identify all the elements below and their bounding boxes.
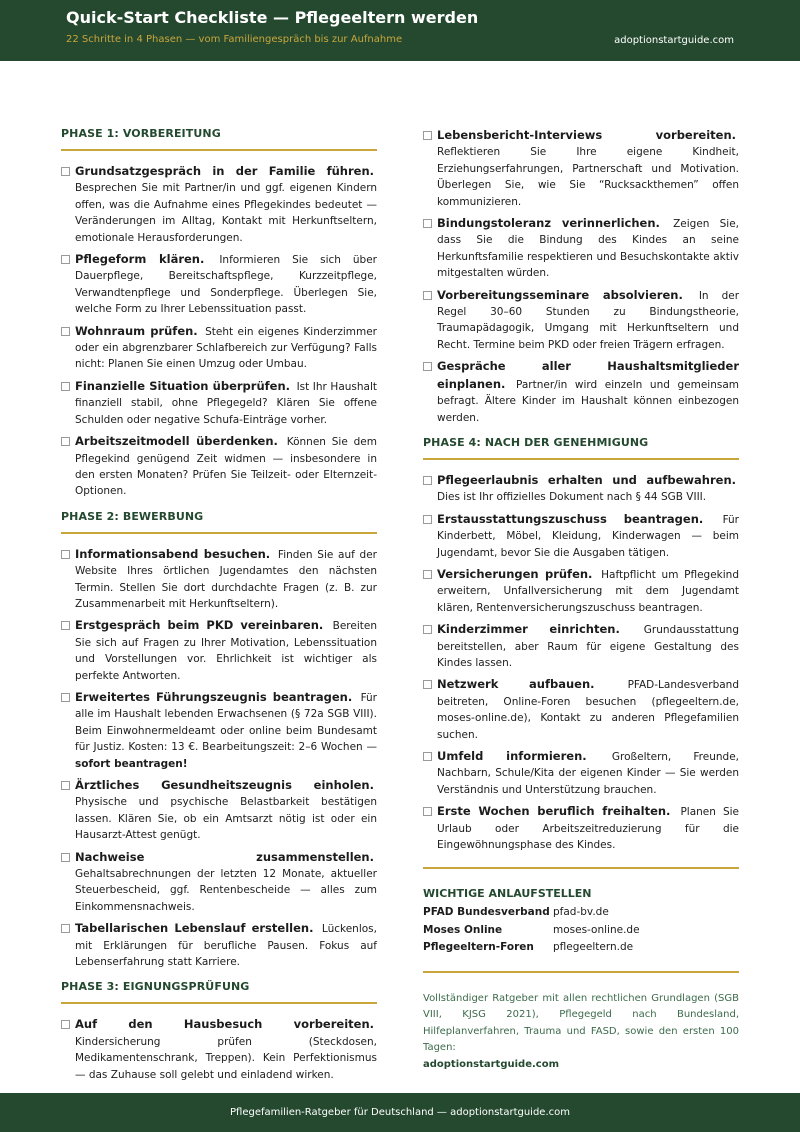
item-text: Partner/in wird einzeln und gemeinsam befragt. Ältere Kinder im Haushalt können einbezogen werden. — [437, 378, 739, 424]
checklist-item — [61, 1016, 377, 1083]
checklist-item — [61, 546, 377, 613]
checkbox[interactable] — [61, 255, 70, 264]
item-title: Tabellarischen Lebenslauf erstellen. — [75, 921, 314, 936]
item-text: PFAD-Landesverband beitreten, Online-Foren besuchen (pflegeeltern.de, moses-online.de), Kontakt zu anderen Pflegefamilien suchen. — [437, 679, 739, 741]
checklist-item — [61, 323, 377, 373]
checklist-item — [61, 378, 377, 428]
checklist-item — [61, 617, 377, 684]
item-title: Erweitertes Führungszeugnis beantragen. — [75, 689, 353, 704]
item-title: Erstgespräch beim PKD vereinbaren. — [75, 618, 324, 633]
phase-title: PHASE 3: EIGNUNGSPRÜFUNG — [61, 980, 377, 1004]
note-text: Vollständiger Ratgeber mit allen rechtlichen Grundlagen (SGB VIII, KJSG 2021), Pflegegeld nach Bundesland, Hilfeplanverfahren, Trauma und FASD, sowie den ersten 100 Tagen: — [423, 992, 739, 1054]
checklist-item — [61, 163, 377, 246]
contact-link[interactable]: moses-online.de — [553, 923, 640, 936]
right-column — [423, 127, 739, 1073]
item-title: Arbeitszeitmodell überdenken. — [75, 434, 278, 449]
item-title: Wohnraum prüfen. — [75, 323, 198, 338]
left-column — [61, 127, 377, 1093]
item-title: Grundsatzgespräch in der Familie führen. — [75, 164, 374, 178]
item-text: Steht ein eigenes Kinderzimmer oder ein abgrenzbarer Schlafbereich zur Verfügung? Falls nicht: Planen Sie einen Umzug oder Umbau. — [75, 325, 377, 371]
item-title: Erstausstattungszuschuss beantragen. — [437, 511, 704, 526]
item-title: Netzwerk aufbauen. — [437, 677, 595, 692]
item-text: Lückenlos, mit Erklärungen für berufliche Pausen. Fokus auf Lebenserfahrung statt Karriere. — [75, 923, 377, 969]
checkbox[interactable] — [423, 807, 432, 816]
divider — [423, 971, 739, 973]
item-text: Grundausstattung bereitstellen, aber Raum für eigene Gestaltung des Kindes lassen. — [437, 624, 739, 669]
item-text: Zeigen Sie, dass Sie die Bindung des Kindes an seine Herkunftsfamilie respektieren und Besuchskontakte aktiv mitgestalten würden. — [437, 218, 739, 280]
phase-3-continued — [423, 127, 739, 426]
item-title: Nachweise zusammenstellen. — [75, 849, 374, 864]
phase-4 — [423, 436, 739, 854]
checklist-item — [61, 433, 377, 500]
phase-1 — [61, 127, 377, 500]
checkbox[interactable] — [423, 131, 432, 140]
contact-row — [423, 922, 739, 940]
checkbox[interactable] — [61, 167, 70, 176]
checkbox[interactable] — [61, 327, 70, 336]
item-text: Informieren Sie sich über Dauerpflege, Bereitschaftspflege, Kurzzeitpflege, Verwandtenpflege und Sonderpflege. Überlegen Sie, welche Form zu Ihrer Lebenssituation passt. — [75, 254, 377, 316]
checkbox[interactable] — [61, 781, 70, 790]
item-title: Bindungstoleranz verinnerlichen. — [437, 216, 660, 231]
checklist-item — [423, 621, 739, 671]
checkbox[interactable] — [61, 437, 70, 446]
checklist-item — [423, 803, 739, 853]
item-text: Gehaltsabrechnungen der letzten 12 Monate, aktueller Steuerbescheid, ggf. Rentenbescheide — alles zum Einkommensnachweis. — [75, 868, 377, 913]
phase-title: PHASE 4: NACH DER GENEHMIGUNG — [423, 436, 739, 460]
item-text: Haftpflicht um Pflegekind erweitern, Unfallversicherung mit dem Jugendamt klären, Rentenversicherungszuschuss beantragen. — [437, 568, 739, 614]
checkbox[interactable] — [423, 680, 432, 689]
checklist-item — [423, 215, 739, 282]
item-text: Dies ist Ihr offizielles Dokument nach § 44 SGB VIII. — [437, 491, 707, 504]
item-text: Können Sie dem Pflegekind genügend Zeit widmen — insbesondere in den ersten Monaten? Prüfen Sie Teilzeit- oder Elternzeit-Optionen. — [75, 436, 377, 498]
phase-3 — [61, 980, 377, 1083]
checkbox[interactable] — [61, 1020, 70, 1029]
checkbox[interactable] — [61, 550, 70, 559]
item-title: Erste Wochen beruflich freihalten. — [437, 804, 671, 819]
item-title: Finanzielle Situation überprüfen. — [75, 378, 291, 393]
note-link[interactable]: adoptionstartguide.com — [423, 1058, 559, 1070]
item-text: Kindersicherung prüfen (Steckdosen, Medikamentenschrank, Treppen). Kein Perfektionismus — das Zuhause soll gelebt und einladend wirken. — [75, 1035, 377, 1081]
footer-text: Pflegefamilien-Ratgeber für Deutschland — adoptionstartguide.com — [229, 1107, 570, 1118]
contact-row — [423, 939, 739, 957]
checkbox[interactable] — [61, 382, 70, 391]
item-text: Planen Sie Urlaub oder Arbeitszeitreduzierung für die Eingewöhnungsphase des Kindes. — [437, 806, 739, 852]
item-title: Versicherungen prüfen. — [437, 566, 593, 581]
item-title: Ärztliches Gesundheitszeugnis einholen. — [75, 778, 374, 792]
checklist-item — [423, 472, 739, 506]
checkbox[interactable] — [423, 752, 432, 761]
checklist-item — [423, 566, 739, 616]
header-site-link[interactable]: adoptionstartguide.com — [614, 35, 734, 46]
contact-name: Pflegeeltern-Foren — [423, 941, 534, 954]
checkbox[interactable] — [423, 476, 432, 485]
checklist-item — [423, 358, 739, 426]
contact-name: PFAD Bundesverband — [423, 906, 550, 919]
checkbox[interactable] — [61, 693, 70, 702]
page-header — [0, 0, 800, 61]
checkbox[interactable] — [423, 219, 432, 228]
divider — [423, 867, 739, 869]
item-title: Pflegeform klären. — [75, 252, 205, 267]
page-subtitle: 22 Schritte in 4 Phasen — vom Familiengespräch bis zur Aufnahme — [66, 34, 403, 45]
contact-link[interactable]: pflegeeltern.de — [553, 941, 634, 954]
item-title: Gespräche aller Haushaltsmitglieder einplanen. — [437, 359, 739, 391]
item-text: Für alle im Haushalt lebenden Erwachsenen (§ 72a SGB VIII). Beim Einwohnermeldeamt oder online beim Bundesamt für Justiz. Kosten: 13 €. Bearbeitungszeit: 2–6 Wochen — — [75, 691, 377, 754]
page-footer — [0, 1093, 800, 1132]
phase-title: PHASE 1: VORBEREITUNG — [61, 127, 377, 151]
contact-row — [423, 904, 739, 922]
checklist-item — [423, 127, 739, 210]
item-emphasis: sofort beantragen! — [75, 757, 188, 770]
contacts-title: WICHTIGE ANLAUFSTELLEN — [423, 887, 592, 901]
item-text: Finden Sie auf der Website Ihres örtlichen Jugendamtes den nächsten Termin. Stellen Sie dort durchdachte Fragen (z. B. zur Zusammenarbeit mit Herkunftseltern). — [75, 548, 377, 610]
item-title: Vorbereitungsseminare absolvieren. — [437, 287, 683, 302]
checklist-item — [61, 920, 377, 970]
checklist-item — [61, 849, 377, 916]
checkbox[interactable] — [423, 570, 432, 579]
checklist-item — [423, 748, 739, 798]
item-title: Pflegeerlaubnis erhalten und aufbewahren. — [437, 472, 736, 487]
phase-title: PHASE 2: BEWERBUNG — [61, 510, 377, 534]
checklist-item — [423, 676, 739, 743]
checklist-item — [61, 251, 377, 318]
checkbox[interactable] — [61, 924, 70, 933]
checkbox[interactable] — [423, 515, 432, 524]
item-text: Reflektieren Sie Ihre eigene Kindheit, Erziehungserfahrungen, Partnerschaft und Motivation. Überlegen Sie, wie Sie “Rucksackthemen” offen kommunizieren. — [437, 146, 739, 208]
item-title: Kinderzimmer einrichten. — [437, 622, 620, 637]
checklist-item — [423, 511, 739, 561]
item-text: Besprechen Sie mit Partner/in und ggf. eigenen Kindern offen, was die Aufnahme eines Pflegekindes bedeutet — Veränderungen im Alltag, Kontakt mit Herkunftseltern, emotionale Herausforderungen. — [75, 182, 377, 244]
checkbox[interactable] — [423, 362, 432, 371]
contacts-box — [423, 887, 739, 957]
page-title: Quick-Start Checkliste — Pflegeeltern werden — [66, 8, 479, 27]
item-title: Lebensbericht-Interviews vorbereiten. — [437, 128, 736, 142]
contact-name: Moses Online — [423, 923, 503, 936]
checklist-item — [61, 689, 377, 772]
checkbox[interactable] — [61, 621, 70, 630]
checklist-item — [423, 287, 739, 354]
checkbox[interactable] — [423, 291, 432, 300]
contact-link[interactable]: pfad-bv.de — [553, 906, 609, 919]
checkbox[interactable] — [423, 625, 432, 634]
phase-2 — [61, 510, 377, 971]
item-text: In der Regel 30–60 Stunden zu Bindungstheorie, Traumapädagogik, Umgang mit Herkunftseltern und Recht. Termine beim PKD oder freien Trägern erfragen. — [437, 289, 740, 351]
item-text: Physische und psychische Belastbarkeit bestätigen lassen. Klären Sie, ob ein Amtsarzt nötig ist oder ein Hausarzt-Attest genügt. — [75, 796, 377, 842]
item-title: Informationsabend besuchen. — [75, 546, 271, 561]
item-title: Umfeld informieren. — [437, 749, 587, 763]
item-text: Ist Ihr Haushalt finanziell stabil, ohne Pflegegeld? Klären Sie offene Schulden oder negative Schufa-Einträge vorher. — [75, 380, 378, 426]
item-text: Bereiten Sie sich auf Fragen zu Ihrer Motivation, Lebenssituation und Vorstellungen vor. Ehrlichkeit ist wichtiger als perfekte Antworten. — [75, 620, 377, 682]
checklist-item — [61, 777, 377, 844]
item-text: Großeltern, Freunde, Nachbarn, Schule/Kita der eigenen Kinder — Sie werden Verständnis und Unterstützung brauchen. — [437, 751, 740, 796]
item-text: Für Kinderbett, Möbel, Kleidung, Kinderwagen — beim Jugendamt, bevor Sie die Ausgaben tätigen. — [437, 513, 739, 559]
item-title: Auf den Hausbesuch vorbereiten. — [75, 1017, 374, 1032]
checkbox[interactable] — [61, 853, 70, 862]
guide-note — [423, 991, 739, 1074]
